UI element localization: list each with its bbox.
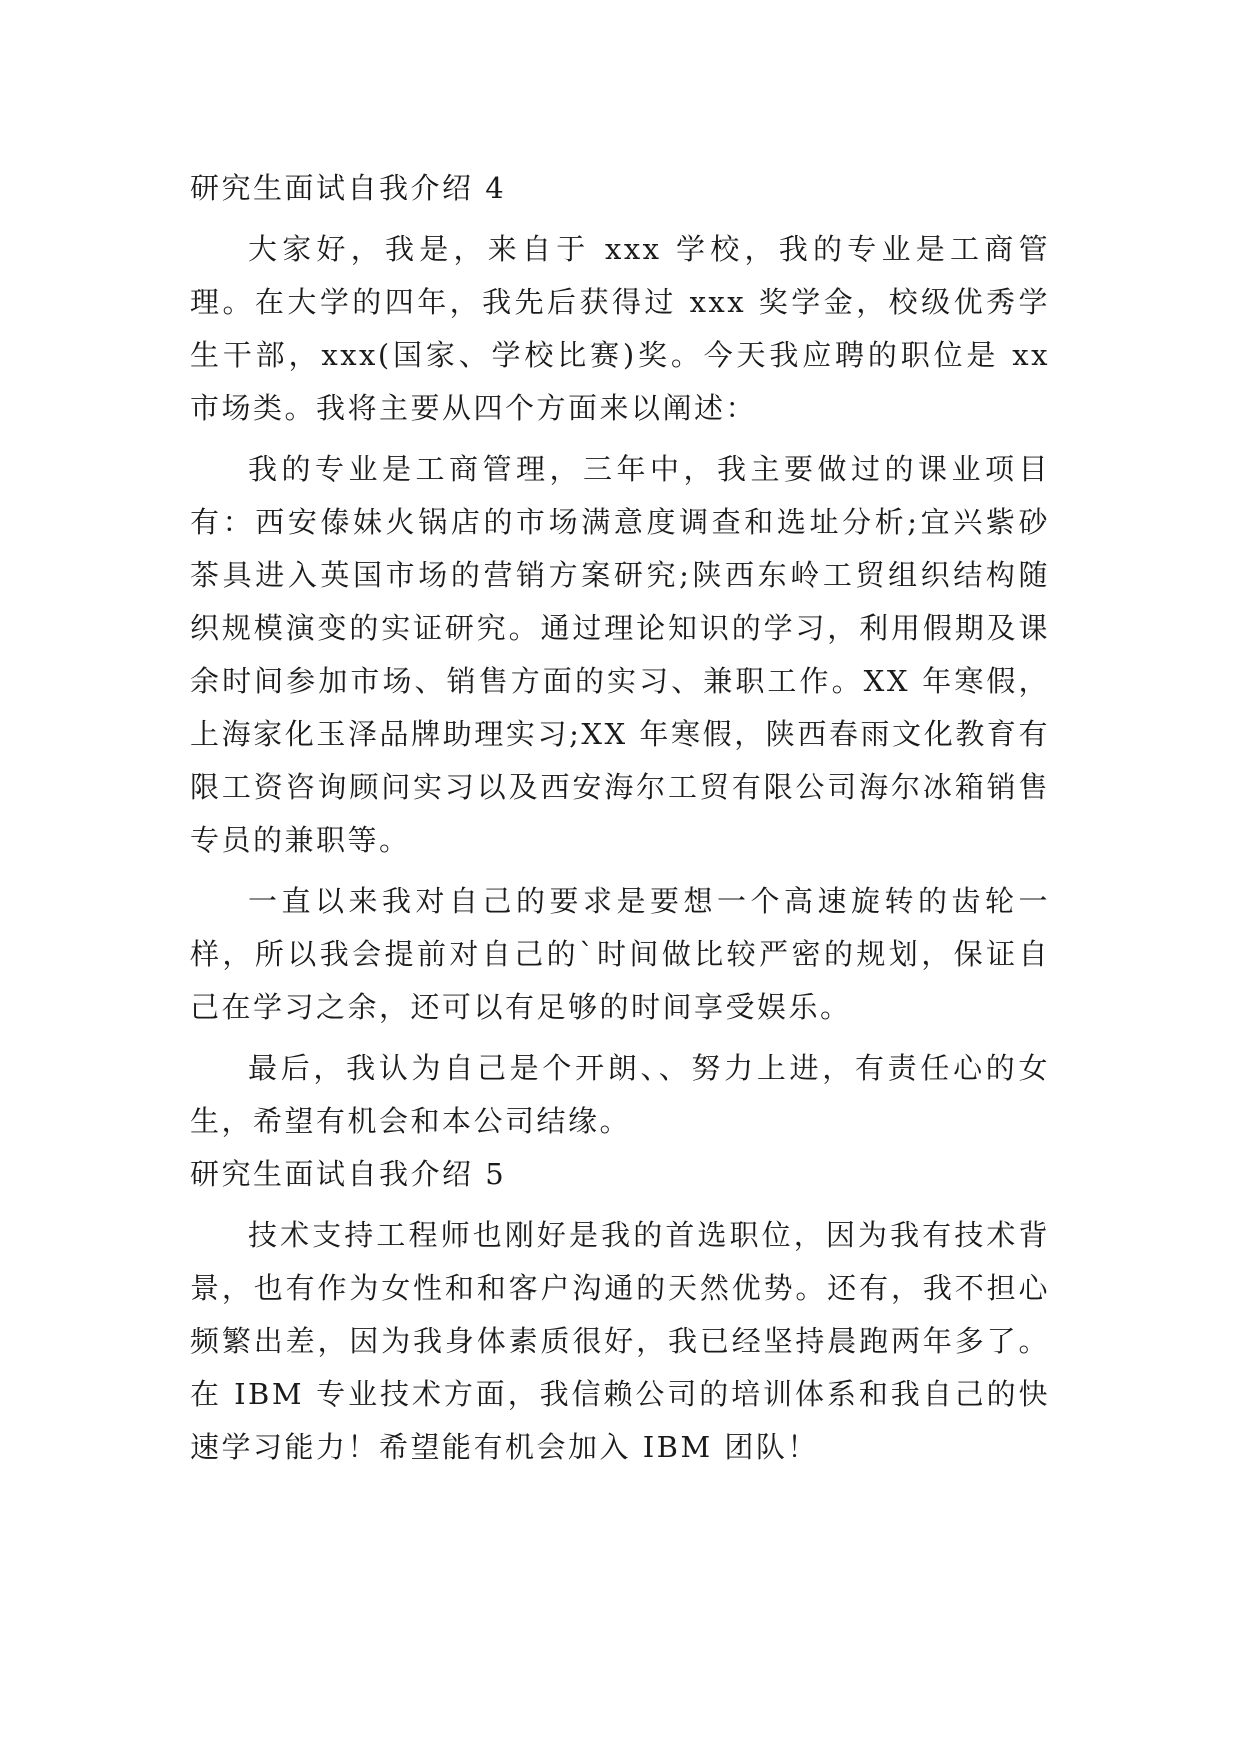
- document-page: [190, 162, 1050, 1474]
- section-heading: 研究生面试自我介绍 5: [190, 1157, 507, 1191]
- paragraph: 最后，我认为自己是个开朗、、努力上进，有责任心的女生，希望有机会和本公司结缘。: [190, 1051, 1050, 1138]
- paragraph: 技术支持工程师也刚好是我的首选职位，因为我有技术背景，也有作为女性和和客户沟通的天然优势。还有，我不担心频繁出差，因为我身体素质很好，我已经坚持晨跑两年多了。在 IBM 专业技术方面，我信赖公司的培训体系和我自己的快速学习能力！希望能有机会加入 IBM 团队！: [190, 1218, 1050, 1464]
- paragraph: 我的专业是工商管理，三年中，我主要做过的课业项目有：西安傣妹火锅店的市场满意度调查和选址分析;宜兴紫砂茶具进入英国市场的营销方案研究;陕西东岭工贸组织结构随织规模演变的实证研究。通过理论知识的学习，利用假期及课余时间参加市场、销售方面的实习、兼职工作。XX 年寒假，上海家化玉泽品牌助理实习;XX 年寒假，陕西春雨文化教育有限工资咨询顾问实习以及西安海尔工贸有限公司海尔冰箱销售专员的兼职等。: [190, 452, 1050, 857]
- section-heading: 研究生面试自我介绍 4: [190, 171, 507, 205]
- paragraph: 大家好，我是，来自于 xxx 学校，我的专业是工商管理。在大学的四年，我先后获得过 xxx 奖学金，校级优秀学生干部，xxx(国家、学校比赛)奖。今天我应聘的职位是 xx 市场类。我将主要从四个方面来以阐述：: [190, 232, 1050, 425]
- paragraph: 一直以来我对自己的要求是要想一个高速旋转的齿轮一样，所以我会提前对自己的`时间做比较严密的规划，保证自己在学习之余，还可以有足够的时间享受娱乐。: [190, 884, 1050, 1024]
